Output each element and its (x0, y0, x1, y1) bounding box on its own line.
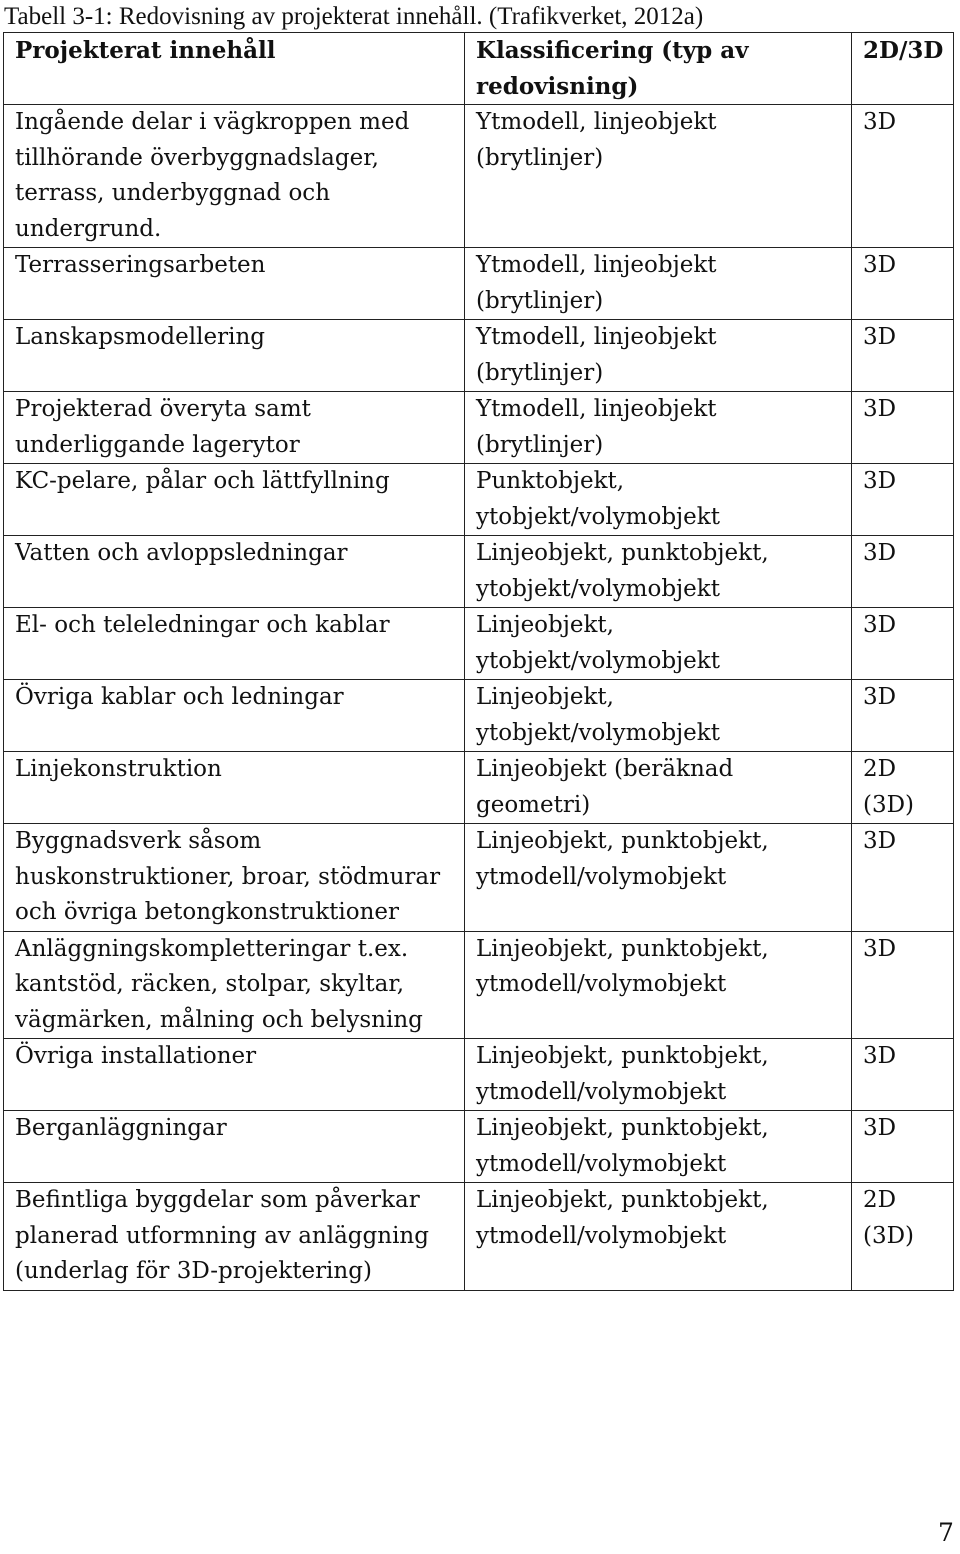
table-row (4, 536, 954, 608)
table-row (4, 824, 954, 932)
table-row (4, 752, 954, 824)
cell-classification: Ytmodell, linjeobjekt (brytlinjer) (465, 392, 852, 464)
cell-classification: Punktobjekt, ytobjekt/volymobjekt (465, 464, 852, 536)
header-projekterat-innehall: Projekterat innehåll (4, 33, 465, 105)
table-row (4, 680, 954, 752)
cell-classification: Linjeobjekt, punktobjekt, ytobjekt/volymobjekt (465, 536, 852, 608)
cell-dimension: 3D (852, 608, 954, 680)
cell-content: Byggnadsverk såsom huskonstruktioner, broar, stödmurar och övriga betongkonstruktioner (4, 824, 465, 932)
cell-dimension: 3D (852, 320, 954, 392)
cell-dimension: 3D (852, 1039, 954, 1111)
table-row (4, 608, 954, 680)
table-caption: Tabell 3-1: Redovisning av projekterat innehåll. (Trafikverket, 2012a) (4, 3, 704, 30)
cell-dimension: 3D (852, 680, 954, 752)
cell-classification: Ytmodell, linjeobjekt (brytlinjer) (465, 248, 852, 320)
table-row (4, 1111, 954, 1183)
table-row (4, 105, 954, 248)
cell-classification: Ytmodell, linjeobjekt (brytlinjer) (465, 105, 852, 248)
cell-classification: Linjeobjekt, punktobjekt, ytmodell/volymobjekt (465, 1183, 852, 1291)
table-row (4, 320, 954, 392)
cell-classification: Linjeobjekt (beräknad geometri) (465, 752, 852, 824)
cell-content: Projekterad överyta samt underliggande lagerytor (4, 392, 465, 464)
cell-classification: Linjeobjekt, ytobjekt/volymobjekt (465, 608, 852, 680)
cell-dimension: 3D (852, 931, 954, 1039)
table-row (4, 931, 954, 1039)
cell-content: Lanskapsmodellering (4, 320, 465, 392)
cell-dimension: 3D (852, 392, 954, 464)
page-number: 7 (938, 1518, 954, 1547)
cell-classification: Linjeobjekt, punktobjekt, ytmodell/volymobjekt (465, 824, 852, 932)
cell-content: Övriga kablar och ledningar (4, 680, 465, 752)
header-dimension: 2D/3D (852, 33, 954, 105)
content-table (3, 32, 954, 1291)
cell-content: Anläggningskompletteringar t.ex. kantstöd, räcken, stolpar, skyltar, vägmärken, målning och belysning (4, 931, 465, 1039)
cell-dimension: 3D (852, 536, 954, 608)
cell-content: KC-pelare, pålar och lättfyllning (4, 464, 465, 536)
table-row (4, 392, 954, 464)
cell-content: Linjekonstruktion (4, 752, 465, 824)
cell-content: Vatten och avloppsledningar (4, 536, 465, 608)
cell-content: Befintliga byggdelar som påverkar planerad utformning av anläggning (underlag för 3D-projektering) (4, 1183, 465, 1291)
cell-dimension: 3D (852, 824, 954, 932)
cell-dimension: 3D (852, 105, 954, 248)
cell-classification: Linjeobjekt, punktobjekt, ytmodell/volymobjekt (465, 1111, 852, 1183)
cell-content: Berganläggningar (4, 1111, 465, 1183)
cell-content: Terrasseringsarbeten (4, 248, 465, 320)
cell-classification: Linjeobjekt, ytobjekt/volymobjekt (465, 680, 852, 752)
cell-classification: Ytmodell, linjeobjekt (brytlinjer) (465, 320, 852, 392)
cell-dimension: 3D (852, 464, 954, 536)
cell-dimension: 2D (3D) (852, 1183, 954, 1291)
table-row (4, 464, 954, 536)
table-header-row (4, 33, 954, 105)
cell-content: El- och teleledningar och kablar (4, 608, 465, 680)
table-row (4, 1183, 954, 1291)
cell-content: Ingående delar i vägkroppen med tillhörande överbyggnadslager, terrass, underbyggnad och undergrund. (4, 105, 465, 248)
cell-dimension: 3D (852, 248, 954, 320)
cell-content: Övriga installationer (4, 1039, 465, 1111)
cell-classification: Linjeobjekt, punktobjekt, ytmodell/volymobjekt (465, 1039, 852, 1111)
table-row (4, 248, 954, 320)
table-row (4, 1039, 954, 1111)
cell-dimension: 2D (3D) (852, 752, 954, 824)
cell-dimension: 3D (852, 1111, 954, 1183)
cell-classification: Linjeobjekt, punktobjekt, ytmodell/volymobjekt (465, 931, 852, 1039)
header-klassificering: Klassificering (typ av redovisning) (465, 33, 852, 105)
